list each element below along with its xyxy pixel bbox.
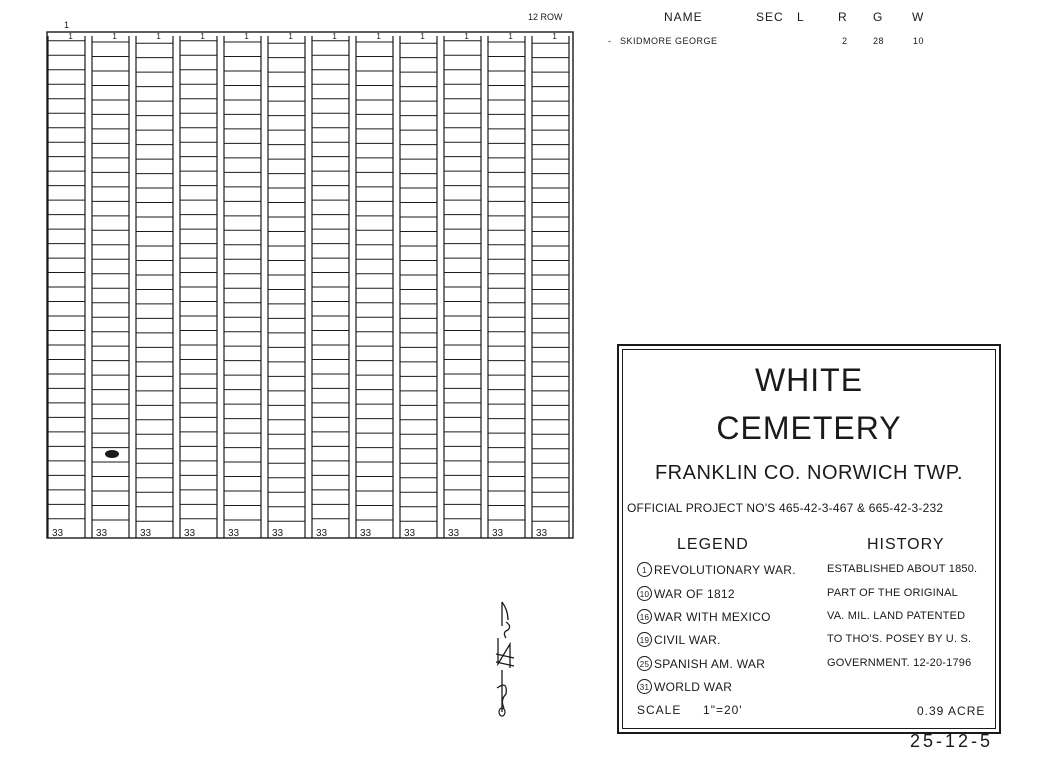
row-top-label: 1 <box>332 32 337 41</box>
plot-row <box>356 36 393 538</box>
legend-label: CIVIL WAR. <box>654 632 721 647</box>
war-code-badge: 16 <box>637 609 652 624</box>
burial-grave: 28 <box>873 36 885 46</box>
row-bottom-label: 33 <box>52 528 64 539</box>
burial-row: 2 <box>842 36 848 46</box>
legend-label: REVOLUTIONARY WAR. <box>654 562 796 577</box>
legend-item <box>637 656 765 671</box>
map-row-count-label: 12 ROW <box>528 12 563 22</box>
plot-row <box>444 36 481 538</box>
row-top-label: 1 <box>552 32 557 41</box>
map-top-left-label: 1 <box>64 20 70 30</box>
row-top-label: 1 <box>288 32 293 41</box>
plot-row <box>48 36 85 538</box>
burial-name: SKIDMORE GEORGE <box>620 36 718 46</box>
plot-row <box>136 36 173 538</box>
row-top-label: 1 <box>200 32 205 41</box>
cemetery-plot-map <box>46 28 574 542</box>
burial-war: 10 <box>913 36 925 46</box>
war-code-badge: 10 <box>637 586 652 601</box>
title-line-1: WHITE <box>754 362 864 398</box>
row-bottom-label: 33 <box>404 528 416 539</box>
header-grave: G <box>873 10 884 24</box>
header-lot: L <box>797 10 805 24</box>
war-code-badge: 19 <box>637 632 652 647</box>
row-bottom-label: 33 <box>140 528 152 539</box>
row-top-label: 1 <box>464 32 469 41</box>
drawing-number: 25-12-5 <box>910 731 994 751</box>
legend-label: WAR OF 1812 <box>654 586 735 601</box>
legend-label: WAR WITH MEXICO <box>654 609 771 624</box>
title-block <box>617 344 1001 734</box>
legend-item <box>637 679 732 694</box>
area-note: 0.39 ACRE <box>917 704 986 718</box>
plot-row <box>180 36 217 538</box>
header-war: W <box>912 10 925 24</box>
war-code-badge: 1 <box>637 562 652 577</box>
legend-label: SPANISH AM. WAR <box>654 656 766 671</box>
legend-item <box>637 632 721 647</box>
war-code-badge: 31 <box>637 679 652 694</box>
row-bottom-label: 33 <box>272 528 284 539</box>
row-marker-icon: - <box>608 36 612 46</box>
plot-row <box>532 36 569 538</box>
title-line-2: CEMETERY <box>716 410 902 446</box>
row-top-label: 1 <box>376 32 381 41</box>
row-bottom-label: 33 <box>492 528 504 539</box>
plot-grid <box>46 28 574 542</box>
row-top-label: 1 <box>112 32 117 41</box>
history-line: ESTABLISHED ABOUT 1850. <box>827 563 978 575</box>
plot-row <box>312 36 349 538</box>
history-line: TO THO'S. POSEY BY U. S. <box>827 633 972 645</box>
row-top-label: 1 <box>68 32 73 41</box>
row-top-label: 1 <box>508 32 513 41</box>
legend-heading: LEGEND <box>677 536 749 553</box>
plot-row <box>488 36 525 538</box>
row-top-label: 1 <box>420 32 425 41</box>
plot-row <box>268 36 305 538</box>
history-line: VA. MIL. LAND PATENTED <box>827 610 966 622</box>
history-line: PART OF THE ORIGINAL <box>827 587 958 599</box>
plot-row <box>224 36 261 538</box>
north-arrow <box>488 596 524 720</box>
row-bottom-label: 33 <box>96 528 108 539</box>
burial-marker <box>105 450 119 458</box>
header-row: R <box>838 10 848 24</box>
legend-label: WORLD WAR <box>654 679 733 694</box>
north-arrow-icon <box>488 596 524 720</box>
row-bottom-label: 33 <box>448 528 460 539</box>
plot-row <box>92 36 129 538</box>
row-bottom-label: 33 <box>536 528 548 539</box>
row-bottom-label: 33 <box>228 528 240 539</box>
plot-row <box>400 36 437 538</box>
project-line: OFFICIAL PROJECT NO'S 465-42-3-467 & 665-42-3-232 <box>627 501 944 515</box>
history-line: GOVERNMENT. 12-20-1796 <box>827 657 972 669</box>
legend-item <box>637 609 771 624</box>
scale-note: SCALE 1"=20' <box>637 703 743 717</box>
war-code-badge: 25 <box>637 656 652 671</box>
row-bottom-label: 33 <box>184 528 196 539</box>
row-bottom-label: 33 <box>360 528 372 539</box>
row-top-label: 1 <box>156 32 161 41</box>
row-bottom-label: 33 <box>316 528 328 539</box>
location-line: FRANKLIN CO. NORWICH TWP. <box>654 462 964 484</box>
header-name: NAME <box>664 10 703 24</box>
history-heading: HISTORY <box>867 536 945 553</box>
legend-item <box>637 562 796 577</box>
row-top-label: 1 <box>244 32 249 41</box>
legend-item <box>637 586 735 601</box>
header-sec: SEC <box>756 10 784 24</box>
